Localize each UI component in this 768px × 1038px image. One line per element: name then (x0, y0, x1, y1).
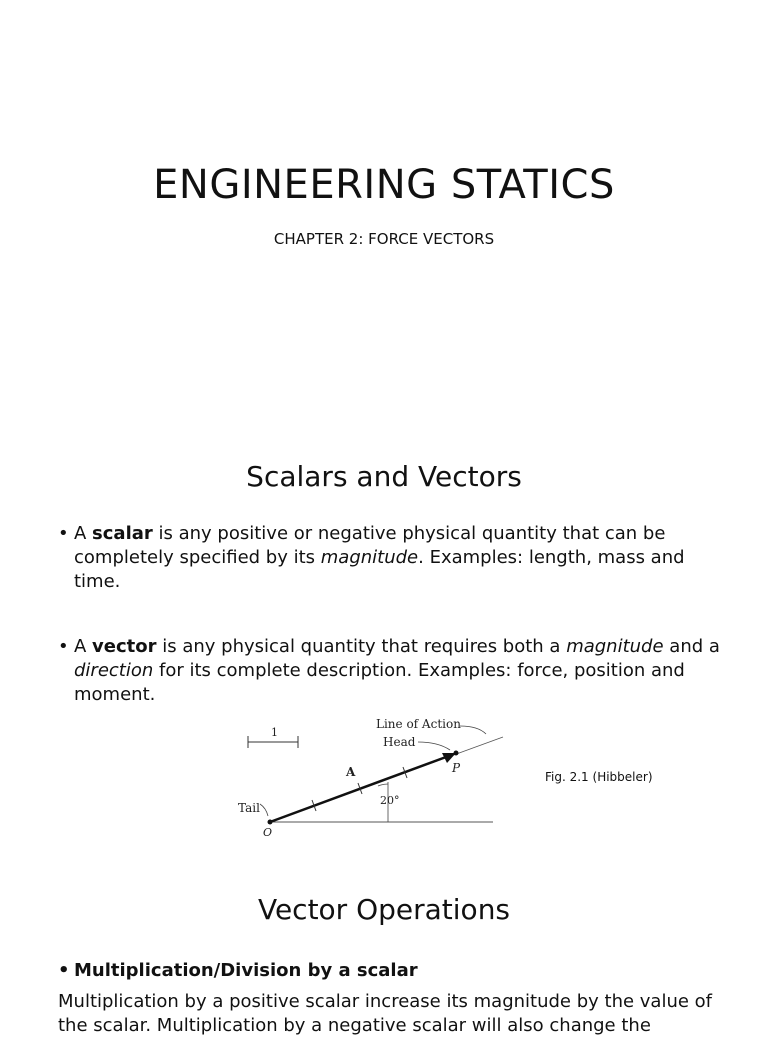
figure-caption: Fig. 2.1 (Hibbeler) (545, 770, 653, 784)
term-magnitude: magnitude (566, 636, 664, 657)
tail-point (268, 820, 273, 825)
line-of-action-leader (460, 726, 486, 734)
slide-title: ENGINEERING STATICS (153, 162, 615, 208)
term-direction: direction (74, 660, 154, 681)
unit-label: 1 (271, 726, 278, 739)
vector-figure (228, 712, 518, 842)
bullet-dot: • (58, 523, 69, 544)
line-of-action-label: Line of Action (376, 717, 461, 731)
bullet-text: Multiplication/Division by a scalar (74, 960, 418, 981)
tail-leader (260, 804, 268, 816)
head-point (454, 751, 459, 756)
multiplication-paragraph: Multiplication by a positive scalar increase its magnitude by the value of the scalar. Multiplication by a negative scalar will also change the (58, 991, 713, 1036)
point-o-label: O (263, 826, 273, 839)
head-label: Head (383, 735, 416, 749)
slide-subtitle: CHAPTER 2: FORCE VECTORS (273, 230, 495, 248)
bullet-text: A scalar is any positive or negative physical quantity that can be completely specified by its magnitude. Examples: length, mass and time. (74, 523, 685, 592)
head-leader (418, 742, 450, 750)
bullet-dot: • (58, 636, 69, 657)
bullet-text: A vector is any physical quantity that requires both a magnitude and a direction for its complete description. Examples: force, position and moment. (74, 636, 720, 705)
term-scalar: scalar (92, 523, 153, 544)
bullet-scalar-definition (58, 522, 728, 594)
section-heading-vector-operations: Vector Operations (257, 893, 511, 926)
section-heading-scalars: Scalars and Vectors (246, 460, 522, 493)
angle-arc (378, 784, 388, 786)
vector-a-label: A (346, 765, 356, 779)
term-magnitude: magnitude (320, 547, 419, 568)
bullet-multiplication (58, 959, 728, 983)
point-p-label: P (452, 761, 461, 775)
vector-shaft (270, 757, 446, 822)
bullet-vector-definition (58, 635, 728, 707)
tail-label: Tail (238, 801, 260, 815)
angle-label: 20° (380, 794, 400, 807)
term-vector: vector (92, 636, 157, 657)
bullet-dot: • (58, 960, 70, 981)
